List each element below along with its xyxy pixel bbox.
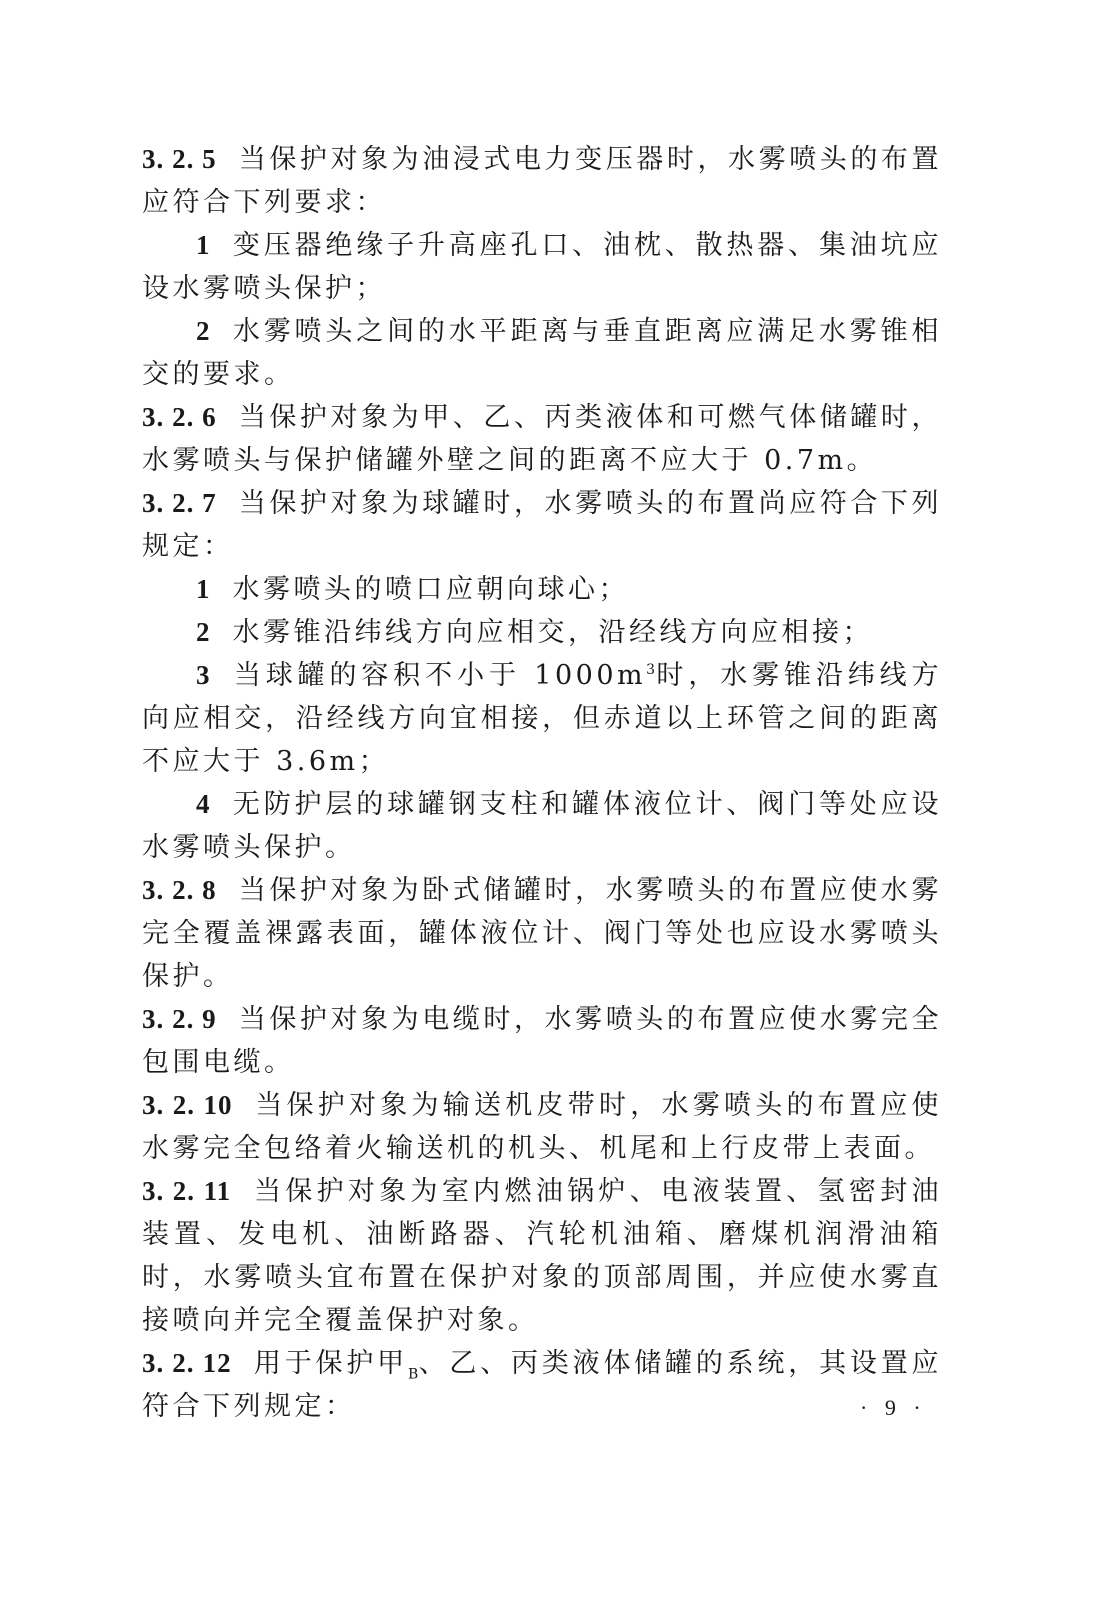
clause-text: 当保护对象为电缆时，水雾喷头的布置应使水雾完全包围电缆。 — [142, 1004, 943, 1078]
clause-3-2-6 — [142, 396, 942, 482]
clause-text: 当保护对象为卧式储罐时，水雾喷头的布置应使水雾完全覆盖裸露表面，罐体液位计、阀门等处也应设水雾喷头保护。 — [142, 875, 943, 992]
clause-3-2-12 — [142, 1342, 942, 1428]
list-item — [142, 568, 942, 611]
clause-3-2-9 — [142, 998, 942, 1084]
subscript: B — [407, 1366, 419, 1383]
item-text: 无防护层的球罐钢支柱和罐体液位计、阀门等处应设水雾喷头保护。 — [142, 789, 942, 863]
item-number: 3 — [196, 660, 211, 690]
item-number: 2 — [196, 316, 211, 346]
page-number: · 9 · — [860, 1395, 927, 1420]
clause-number: 3. 2. 12 — [142, 1348, 232, 1378]
clause-number: 3. 2. 5 — [142, 144, 217, 174]
list-item — [142, 654, 942, 783]
clause-3-2-7 — [142, 482, 942, 568]
clause-text: 当保护对象为室内燃油锅炉、电液装置、氢密封油装置、发电机、油断路器、汽轮机油箱、磨煤机润滑油箱时，水雾喷头宜布置在保护对象的顶部周围，并应使水雾直接喷向并完全覆盖保护对象。 — [142, 1176, 943, 1336]
item-text: 水雾喷头的喷口应朝向球心； — [232, 574, 629, 605]
item-text: 变压器绝缘子升高座孔口、油枕、散热器、集油坑应设水雾喷头保护； — [142, 230, 942, 304]
clause-3-2-11 — [142, 1170, 942, 1342]
clause-text: 、乙、丙类液体储罐的系统，其设置应符合下列规定： — [142, 1348, 943, 1422]
clause-3-2-5 — [142, 138, 942, 224]
item-text: 水雾锥沿纬线方向应相交，沿经线方向应相接； — [232, 617, 873, 648]
clause-number: 3. 2. 11 — [142, 1176, 232, 1206]
clause-text: 用于保护甲 — [253, 1348, 408, 1379]
clause-number: 3. 2. 7 — [142, 488, 217, 518]
item-text: 当球罐的容积不小于 1000m — [232, 660, 647, 691]
clause-number: 3. 2. 8 — [142, 875, 217, 905]
superscript: 3 — [646, 662, 656, 678]
clause-number: 3. 2. 6 — [142, 402, 217, 432]
item-text: 时，水雾锥沿纬线方向应相交，沿经线方向宜相接，但赤道以上环管之间的距离不应大于 3.6m； — [142, 660, 942, 777]
clause-text: 当保护对象为输送机皮带时，水雾喷头的布置应使水雾完全包络着火输送机的机头、机尾和上行皮带上表面。 — [142, 1090, 942, 1164]
clause-number: 3. 2. 10 — [142, 1090, 233, 1120]
list-item — [142, 611, 942, 654]
item-number: 1 — [196, 574, 211, 604]
clause-number: 3. 2. 9 — [142, 1004, 217, 1034]
list-item — [142, 783, 942, 869]
clause-text: 当保护对象为甲、乙、丙类液体和可燃气体储罐时，水雾喷头与保护储罐外壁之间的距离不应大于 0.7m。 — [142, 402, 943, 476]
clause-3-2-8 — [142, 869, 942, 998]
clause-text: 当保护对象为球罐时，水雾喷头的布置尚应符合下列规定： — [142, 488, 943, 562]
list-item — [142, 310, 942, 396]
clause-text: 当保护对象为油浸式电力变压器时，水雾喷头的布置应符合下列要求： — [142, 144, 943, 218]
item-number: 2 — [196, 617, 211, 647]
list-item — [142, 224, 942, 310]
item-text: 水雾喷头之间的水平距离与垂直距离应满足水雾锥相交的要求。 — [142, 316, 942, 390]
clause-3-2-10 — [142, 1084, 942, 1170]
item-number: 1 — [196, 230, 211, 260]
item-number: 4 — [196, 789, 211, 819]
document-page — [142, 138, 942, 1428]
